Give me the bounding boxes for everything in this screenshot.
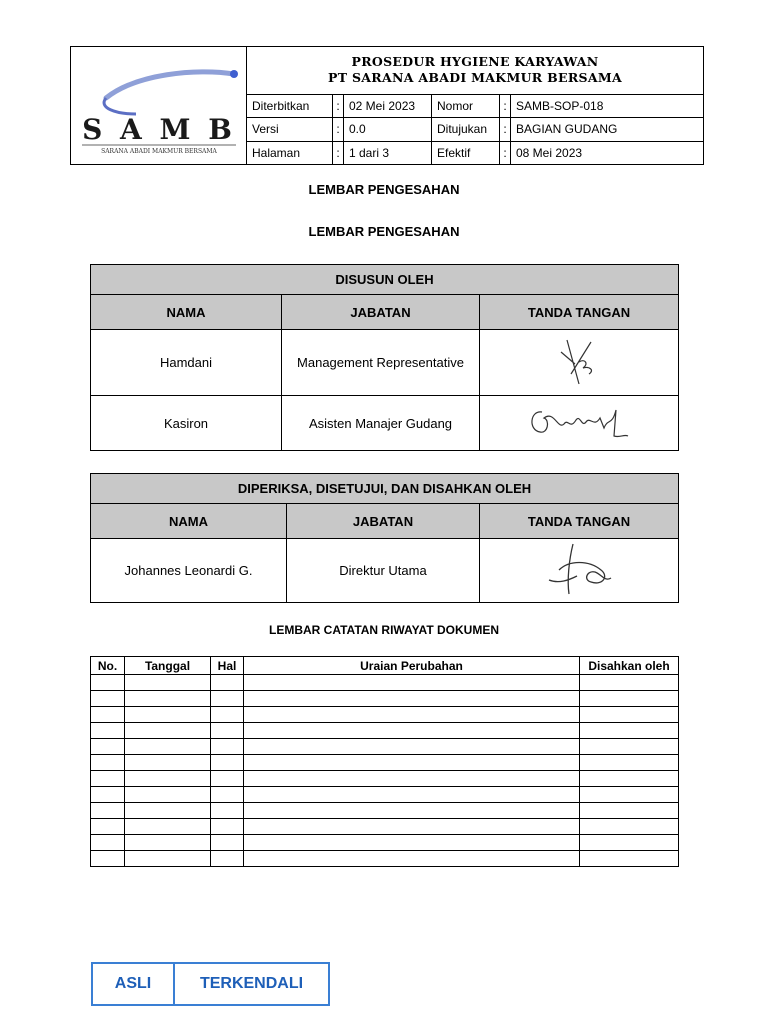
document-title: PROSEDUR HYGIENE KARYAWAN PT SARANA ABADI MAKMUR BERSAMA [247,47,704,95]
table-row: Kasiron Asisten Manajer Gudang [91,396,679,451]
riwayat-table [90,656,679,867]
riwayat-title: LEMBAR CATATAN RIWAYAT DOKUMEN [269,623,499,637]
diperiksa-table [90,473,679,603]
svg-text:S A M B: S A M B [81,112,236,146]
table-row [91,819,679,835]
column-header: TANDA TANGAN [480,295,679,330]
signature-image [480,396,679,451]
table-heading: DISUSUN OLEH [91,265,679,295]
disusun-table [90,264,679,451]
stamp-terkendali: TERKENDALI [199,975,304,992]
stamp-asli: ASLI [93,964,175,1004]
signature-image [480,539,679,603]
table-header-row: No. Tanggal Hal Uraian Perubahan Disahkan oleh [91,657,679,675]
table-heading: DIPERIKSA, DISETUJUI, DAN DISAHKAN OLEH [91,474,679,504]
header-row: Halaman : 1 dari 3 Efektif : 08 Mei 2023 [71,141,704,164]
table-row [91,787,679,803]
table-row [91,835,679,851]
header-row: Versi : 0.0 Ditujukan : BAGIAN GUDANG [71,118,704,141]
table-row [91,755,679,771]
column-header: NAMA [91,295,282,330]
header-row: Diterbitkan : 02 Mei 2023 Nomor : SAMB-SOP-018 [71,94,704,117]
table-row: Hamdani Management Representative [91,330,679,396]
column-header: NAMA [91,504,287,539]
table-row [91,851,679,867]
section-title: LEMBAR PENGESAHAN [308,224,460,239]
column-header: JABATAN [287,504,480,539]
table-row [91,675,679,691]
table-row [91,803,679,819]
table-row [91,723,679,739]
table-row [91,771,679,787]
table-row [91,739,679,755]
table-row: Johannes Leonardi G. Direktur Utama [91,539,679,603]
table-row [91,691,679,707]
svg-text:SARANA ABADI MAKMUR BERSAMA: SARANA ABADI MAKMUR BERSAMA [100,147,217,155]
section-title: LEMBAR PENGESAHAN [308,182,460,197]
signature-image [480,330,679,396]
column-header: JABATAN [282,295,480,330]
column-header: TANDA TANGAN [480,504,679,539]
document-header [70,46,704,165]
table-row [91,707,679,723]
company-logo [71,47,247,165]
document-status-stamp [91,962,330,1006]
